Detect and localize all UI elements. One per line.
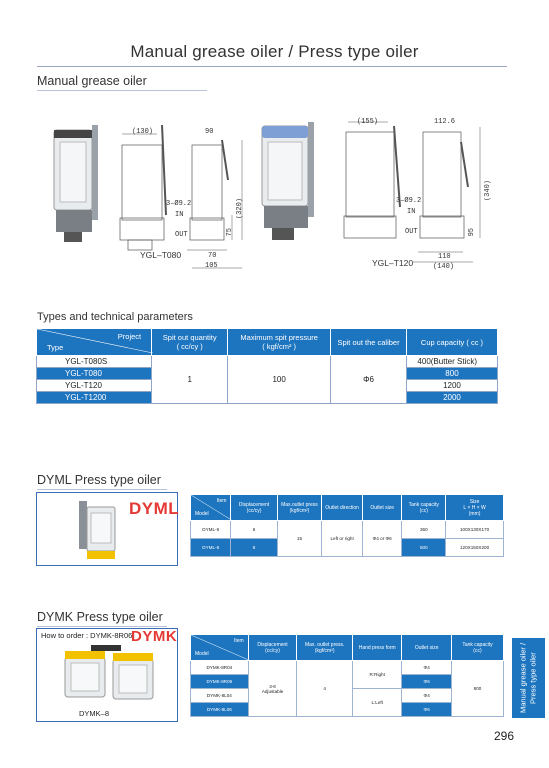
table-row: YGL-T080S 1 100 Φ6 400(Butter Stick)	[37, 356, 498, 368]
table-row: DYMK-8L06 Φ6	[191, 703, 504, 717]
table-row: DYMK-8R04 3-8 Adjustable 4 R:Right Φ4 800	[191, 661, 504, 675]
title-divider	[37, 66, 507, 67]
dim-hole: 3–Ø9.2	[166, 200, 192, 208]
model-label-ygl-t080: YGL–T080	[140, 250, 182, 260]
page-title: Manual grease oiler / Press type oiler	[130, 42, 419, 61]
header-spit-qty: Spit out quantity ( cc/cy )	[152, 329, 228, 356]
dymk-order-code: How to order : DYMK-8R06	[41, 631, 133, 640]
table-row: YGL-T1200 2000	[37, 392, 498, 404]
dyml-brand: DYML	[129, 499, 180, 518]
dim-320: (320)	[236, 198, 244, 220]
table-row: DYMK-8L04 L:Left Φ4	[191, 689, 504, 703]
page-number: 296	[494, 729, 515, 743]
dim-140: (140)	[433, 263, 455, 271]
dim-112: 112.6	[434, 118, 456, 126]
dim-340: (340)	[484, 180, 492, 202]
dim-155: (155)	[357, 118, 379, 126]
table-row: DYMK-8R06 Φ6	[191, 675, 504, 689]
drawing-ygl-t120	[258, 112, 498, 277]
dim-110: 110	[438, 253, 451, 261]
dim-95: 95	[468, 228, 476, 237]
table-row: DYML-6 6 15 Left or right Φ4 or Φ6 360 100X130X170	[191, 521, 504, 539]
table-row: YGL-T080 800	[37, 368, 498, 380]
header-cup: Cup capacity ( cc )	[406, 329, 497, 356]
dyml-product-image	[73, 497, 123, 561]
dymk-photo-box	[36, 628, 178, 722]
side-tab-label: Manual grease oiler / Press type oiler	[518, 642, 538, 714]
section-heading-dyml: DYML Press type oiler	[37, 473, 161, 487]
dymk-photo-label: DYMK–8	[79, 709, 110, 718]
section-divider	[37, 90, 207, 91]
dyml-photo-box	[36, 492, 178, 566]
section-heading-types: Types and technical parameters	[37, 311, 193, 323]
section-heading-manual: Manual grease oiler	[37, 74, 147, 88]
dim-hole-right: 3–Ø9.2	[396, 197, 422, 205]
header-project-type: Project Type	[37, 329, 152, 356]
types-table	[36, 328, 498, 404]
dim-70: 70	[208, 252, 217, 260]
table-row: DYML-8 8 500 120X150X200	[191, 539, 504, 557]
dim-in-right: IN	[407, 208, 416, 216]
dim-out-right: OUT	[405, 228, 418, 236]
dim-out: OUT	[175, 231, 188, 239]
dim-in: IN	[175, 211, 184, 219]
dim-130: (130)	[132, 128, 154, 136]
side-tab	[512, 638, 545, 718]
section-divider	[37, 489, 167, 490]
section-divider	[37, 626, 167, 627]
dymk-brand: DYMK	[131, 628, 178, 645]
table-row: YGL-T120 1200	[37, 380, 498, 392]
header-max-pressure: Maximum spit pressure ( kgf/cm² )	[228, 329, 331, 356]
header-caliber: Spit out the caliber	[331, 329, 407, 356]
dymk-product-image	[61, 645, 157, 707]
model-label-ygl-t120: YGL–T120	[372, 258, 414, 268]
dim-105: 105	[205, 262, 218, 270]
header-item-model: Item Model	[191, 495, 231, 521]
header-item-model: Item Model	[191, 635, 249, 661]
dim-90: 90	[205, 128, 214, 136]
dymk-table: Item Model Displacement (cc/cy) Max. outlet press. (kgf/cm²) Hand press form Outlet size Tank capacity (cc) DYMK-8R04 3-8 Adjustable 4 R:Right Φ4 800 DYMK-8R06 Φ6 DYMK-8L04 L:Left Φ4 DYMK-8L06 Φ6	[190, 634, 504, 717]
dim-75: 75	[226, 228, 234, 237]
dyml-table: Item Model Displacement (cc/cy) Max.outlet press (kgf/cm²) Outlet direction Outlet size Tank capacity (cc) Size L × H × W (mm) DYML-6 6 15 Left or right Φ4 or Φ6 360 100X130X170 DYML-8 8 500 120X150X200	[190, 494, 504, 557]
section-heading-dymk: DYMK Press type oiler	[37, 610, 163, 624]
